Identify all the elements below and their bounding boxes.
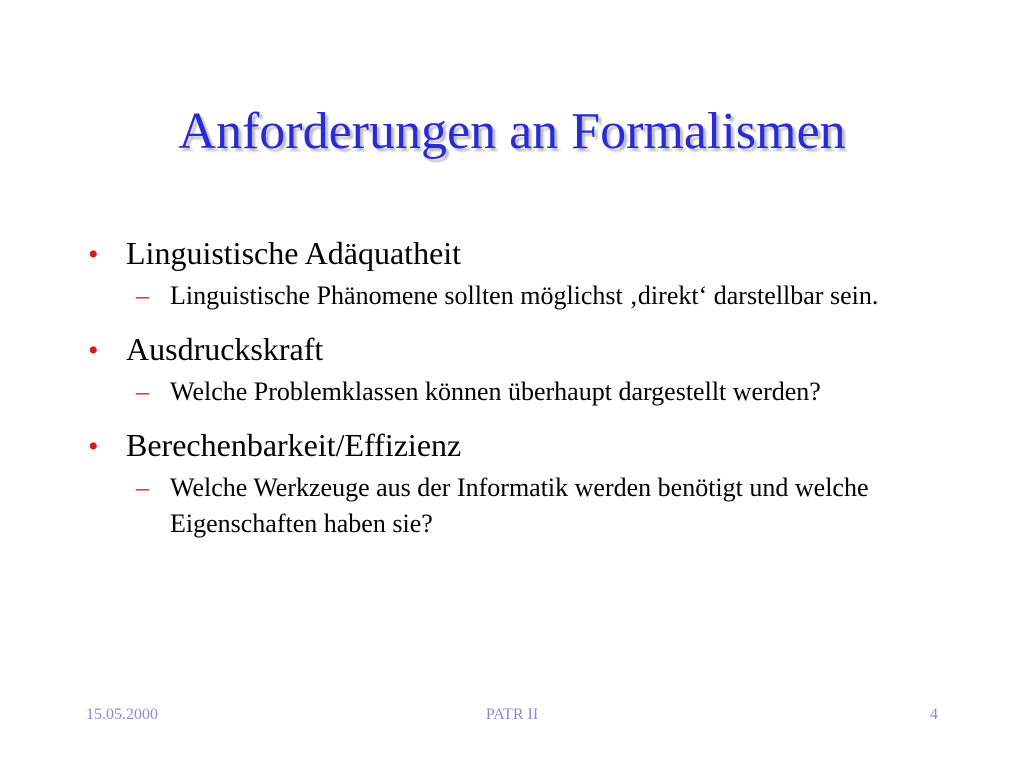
bullet-text: Linguistische Adäquatheit	[126, 235, 462, 271]
bullet-marker: •	[88, 430, 99, 463]
page-number: 4	[930, 706, 938, 723]
bullet-item	[88, 232, 958, 276]
bullet-marker: •	[88, 334, 99, 367]
sub-bullet-marker: –	[136, 377, 149, 406]
sub-bullet-text: Linguistische Phänomene sollten möglichst ‚direkt‘ darstellbar sein.	[170, 281, 879, 310]
bullet-item	[88, 328, 958, 372]
bullet-marker: •	[88, 238, 99, 271]
sub-bullet-marker: –	[136, 473, 149, 502]
slide-title: Anforderungen an Formalismen	[178, 103, 846, 160]
sub-bullet-text: Welche Problemklassen können überhaupt dargestellt werden?	[170, 377, 821, 406]
bullet-group	[88, 232, 958, 314]
bullet-item	[88, 424, 958, 468]
footer-date: 15.05.2000	[86, 706, 158, 723]
sub-bullet-item	[136, 278, 958, 314]
bullet-text: Ausdruckskraft	[126, 331, 324, 367]
sub-bullet-item	[136, 470, 958, 542]
bullet-group	[88, 424, 958, 542]
sub-bullet-text: Welche Werkzeuge aus der Informatik werden benötigt und welche Eigenschaften haben sie?	[170, 473, 869, 538]
bullet-text: Berechenbarkeit/Effizienz	[126, 427, 462, 463]
footer-title: PATR II	[485, 706, 539, 723]
sub-bullet-item	[136, 374, 958, 410]
bullet-group	[88, 328, 958, 410]
bullet-list	[88, 232, 958, 556]
sub-bullet-marker: –	[136, 281, 149, 310]
